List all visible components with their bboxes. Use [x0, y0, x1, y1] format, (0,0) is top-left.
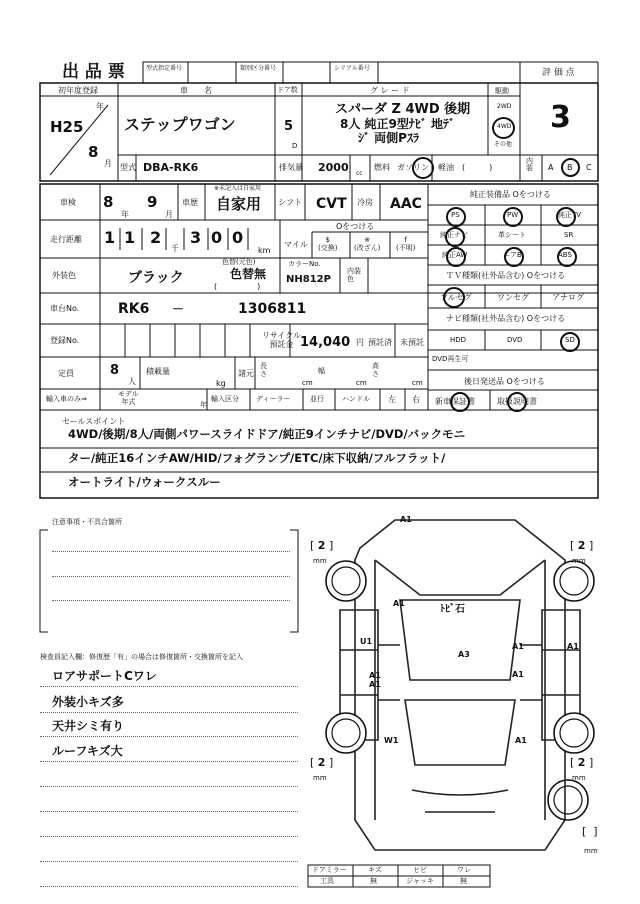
history-note: ※未記入は自家用: [214, 185, 262, 192]
ac-label: 冷房: [357, 198, 373, 207]
year-unit: 年: [96, 102, 104, 111]
history-label: 車歴: [182, 198, 198, 207]
fuel-label: 燃料: [374, 163, 390, 172]
note-line: [40, 712, 298, 713]
interior-label: 内装: [526, 157, 533, 172]
recycle-paid: 預託済: [368, 338, 392, 347]
equip-leather: 革シート: [498, 231, 526, 239]
grade-line-1: スパーダ Z 4WD 後期: [335, 102, 471, 117]
sales-points-line-3: オートライト/ウォークスルー: [68, 475, 221, 489]
first-reg-month: 8: [88, 143, 99, 161]
mileage-digit-4: 3: [190, 228, 202, 247]
drive-2wd: 2WD: [497, 103, 512, 110]
chassis-number: 1306811: [238, 301, 307, 317]
mileage-circle-note: Oをつける: [336, 222, 375, 231]
shift-value: CVT: [316, 196, 347, 212]
damage-front-bumper: A1: [400, 515, 412, 524]
equip-pw: PW: [507, 211, 519, 219]
shaken-label: 車検: [60, 198, 76, 207]
grade-label: グ レ ー ド: [370, 86, 410, 95]
damage-hood-left: A1: [393, 599, 405, 608]
inspector-note-4: ルーフキズ大: [52, 744, 123, 758]
note-line: [40, 686, 298, 687]
displacement: 2000: [318, 161, 349, 174]
load-label: 積載量: [146, 367, 170, 376]
car-name: ステップワゴン: [124, 115, 236, 134]
caution-label: 注意事項・不具合箇所: [52, 518, 122, 526]
later-warranty-circle: [450, 392, 470, 412]
width-unit: cm: [356, 379, 367, 387]
import-dealer: ディーラー: [256, 395, 291, 403]
length-label: 長 さ: [260, 362, 267, 378]
first-reg-year: H25: [50, 118, 84, 136]
damage-left-door-2: A1: [369, 680, 381, 689]
door-count: 5: [284, 119, 294, 134]
mileage-digit-6: 0: [232, 228, 244, 247]
mileage-digit-boxes: [100, 226, 280, 252]
tv-title: ＴＶ種類(社外品含む) Oをつける: [446, 271, 566, 280]
tire-rl-unit: mm: [313, 774, 327, 782]
repaint-value: 色替無: [230, 267, 267, 281]
history-value: 自家用: [216, 195, 262, 213]
first-reg-label: 初年度登録: [58, 86, 98, 95]
damage-roof: A3: [458, 650, 470, 659]
fuel-gasoline: ガソリン: [397, 163, 429, 172]
class-label: 類別区分番号: [240, 65, 277, 72]
capacity-label: 定員: [58, 369, 74, 378]
dims-label: 諸元: [238, 369, 254, 378]
form-title: 出 品 票: [62, 62, 125, 82]
damage-left-door-1: A1: [369, 671, 381, 680]
fuel-gasoline-circle: [412, 157, 434, 179]
equip-ps-circle: [446, 207, 466, 227]
tv-fullseg: フルセグ: [440, 293, 472, 302]
equip-abs: ABS: [558, 251, 572, 259]
equip-ps: PS: [451, 211, 460, 219]
displacement-label: 排気量: [279, 163, 303, 172]
inspector-note-3: 天井シミ有り: [52, 719, 125, 733]
interior-color-label: 内装 色: [347, 267, 361, 284]
fuel-light-oil: 軽油: [438, 163, 454, 172]
handle-left: 左: [388, 395, 396, 404]
sales-points-line-1: 4WD/後期/8人/両側パワースライドドア/純正9インチナビ/DVD/バックモニ: [68, 427, 466, 441]
note-line: [40, 886, 298, 887]
navi-hdd: HDD: [450, 336, 467, 344]
tire-fl-unit: mm: [313, 557, 327, 565]
note-line: [40, 736, 298, 737]
color-label: 外装色: [52, 271, 76, 280]
mileage-digit-2: 1: [124, 228, 136, 247]
import-parallel: 並行: [310, 395, 324, 403]
interior-c: C: [586, 163, 592, 172]
drive-label: 駆動: [495, 87, 509, 95]
note-line: [40, 836, 298, 837]
tv-fullseg-circle: [443, 287, 465, 308]
handle-label: ハンドル: [342, 395, 370, 403]
length-unit: cm: [302, 379, 313, 387]
drive-4wd-circle: [492, 117, 515, 139]
damage-windshield-chip: ﾄﾋﾞ石: [440, 604, 465, 615]
tv-oneseg: ワンセグ: [497, 293, 529, 302]
legend-jack: ジャッキ: [406, 877, 434, 885]
mileage-digit-3: 2: [150, 228, 162, 247]
ac-value: AAC: [390, 196, 422, 212]
doors-label: ドア数: [277, 86, 298, 94]
equip-aw-circle: [446, 247, 466, 267]
mileage-km: km: [258, 246, 271, 255]
tire-rr-depth: [ 2 ]: [570, 756, 594, 769]
equip-airbag: エアB: [503, 251, 522, 259]
chassis-dash: －: [172, 302, 185, 316]
mileage-unknown: f (不明): [396, 236, 416, 253]
capacity-value: 8: [110, 363, 120, 378]
note-line: [40, 861, 298, 862]
mileage-exchange: $ (交換): [318, 236, 338, 253]
model-code: DBA-RK6: [143, 161, 199, 174]
legend-h1: ドアミラー: [312, 866, 347, 874]
score-value: 3: [550, 100, 571, 135]
color-value: ブラック: [128, 270, 184, 286]
damage-left-fender: U1: [360, 637, 373, 646]
mileage-digit-1: 1: [104, 228, 116, 247]
equip-abs-circle: [557, 247, 577, 267]
tire-fr-unit: mm: [572, 557, 586, 565]
drive-4wd: 4WD: [497, 123, 512, 130]
spare-tire-unit: mm: [584, 847, 598, 855]
model-year-unit: 年: [200, 401, 207, 409]
shaken-year: 8: [103, 193, 114, 211]
load-unit: kg: [216, 379, 226, 388]
legend-tools: 工具: [320, 877, 334, 885]
equipment-title: 純正装備品 Oをつける: [470, 190, 551, 199]
caution-line: [52, 600, 290, 601]
navi-title: ナビ種類(社外品含む) Oをつける: [446, 314, 566, 323]
door-suffix: D: [292, 142, 298, 150]
import-label: 輸入車のみ⇒: [46, 395, 87, 403]
later-warranty: 新車保証書: [435, 397, 475, 406]
note-line: [40, 761, 298, 762]
drive-other: その他: [494, 141, 513, 148]
legend-h4: ワレ: [457, 866, 471, 874]
shaken-year-unit: 年: [121, 210, 129, 219]
legend-h2: キズ: [368, 866, 382, 874]
tire-rl-depth: [ 2 ]: [310, 756, 334, 769]
equip-navi-circle: [445, 227, 465, 247]
grade-line-2: 8人 純正9型ﾅﾋﾞ 地ﾃﾞ: [340, 117, 456, 131]
mile-label: マイル: [284, 240, 308, 249]
tv-analog: アナログ: [552, 293, 584, 302]
model-year-label: モデル 年式: [118, 390, 139, 406]
legend-jack-value: 無: [460, 877, 467, 885]
mileage-label: 走行距離: [50, 235, 82, 244]
shaken-month-unit: 月: [165, 210, 173, 219]
tire-fl-depth: [ 2 ]: [310, 539, 334, 552]
equip-airbag-circle: [504, 247, 524, 267]
shift-label: シフト: [278, 198, 302, 207]
equip-pw-circle: [503, 207, 523, 227]
handle-right: 右: [412, 395, 420, 404]
legend-tools-value: 無: [370, 877, 377, 885]
interior-b-circle: [561, 158, 580, 177]
navi-sd: SD: [565, 336, 575, 344]
displacement-unit: cc: [356, 170, 363, 177]
fuel-other: ( ): [462, 163, 493, 172]
inspector-note-1: ロアサポートCワレ: [52, 669, 157, 683]
tire-rr-unit: mm: [572, 774, 586, 782]
color-code: NH812P: [286, 274, 331, 285]
mileage-thousand: 千: [171, 244, 179, 253]
sales-points-label: セールスポイント: [62, 417, 126, 426]
damage-right-door: A1: [512, 670, 524, 679]
damage-right-side: A1: [567, 642, 579, 651]
interior-b: B: [567, 163, 573, 172]
caution-line: [52, 551, 290, 552]
later-manual: 取扱説明書: [497, 397, 537, 406]
spare-tire-bracket: [ ]: [582, 825, 598, 838]
damage-rear-right: A1: [515, 736, 527, 745]
equip-tv-circle: [556, 207, 576, 227]
repaint-label: 色替(元色): [222, 258, 256, 266]
score-label: 評 価 点: [542, 68, 575, 78]
repaint-paren: ( ): [214, 282, 261, 291]
dvd-playback-label: DVD再生可: [432, 355, 469, 363]
capacity-unit: 人: [128, 377, 136, 386]
month-unit: 月: [104, 159, 112, 168]
equip-tv: 純正TV: [558, 211, 582, 219]
later-manual-circle: [507, 392, 527, 412]
navi-dvd: DVD: [507, 336, 523, 344]
shaken-month: 9: [147, 193, 158, 211]
inspector-label: 検査員記入欄：修復歴「有」の場合は修復箇所・交換箇所を記入: [40, 653, 243, 661]
note-line: [40, 811, 298, 812]
sales-points-line-2: ター/純正16インチAW/HID/フォグランプ/ETC/床下収納/フルフラット/: [68, 451, 446, 465]
later-title: 後日発送品 Oをつける: [464, 377, 545, 386]
color-code-label: カラーNo.: [288, 260, 321, 268]
chassis-prefix: RK6: [118, 301, 150, 317]
damage-right-fender: A1: [512, 642, 524, 651]
note-line: [40, 786, 298, 787]
interior-a: A: [548, 163, 554, 172]
inspector-note-2: 外装小キズ多: [52, 695, 124, 709]
chassis-label: 車台No.: [50, 304, 80, 313]
mileage-tampered: ※ (改ざん): [354, 236, 381, 253]
model-cert-label: 型式指定番号: [146, 65, 183, 72]
recycle-unpaid: 未預託: [400, 338, 424, 347]
recycle-label: リサイクル 預託金: [262, 331, 301, 350]
navi-sd-circle: [560, 332, 580, 352]
grade-line-3: ｼﾞ 両側Pｽﾗ: [358, 131, 419, 145]
serial-label: シリアル番号: [334, 65, 370, 72]
width-label: 幅: [318, 367, 325, 375]
reg-label: 登録No.: [50, 336, 80, 345]
import-class-label: 輸入区分: [211, 395, 239, 403]
tire-fr-depth: [ 2 ]: [570, 539, 594, 552]
caution-line: [52, 576, 290, 577]
damage-rear-left: W1: [384, 736, 399, 745]
height-label: 高 さ: [372, 362, 379, 378]
equip-aw: 純正AW: [442, 251, 468, 259]
equip-sr: SR: [564, 231, 574, 239]
recycle-unit: 円: [356, 338, 364, 347]
model-label: 型式: [120, 163, 136, 172]
mileage-digit-5: 0: [211, 228, 223, 247]
legend-h3: ヒビ: [413, 866, 427, 874]
car-name-label: 車 名: [180, 86, 212, 95]
equip-navi: 純正ナビ: [440, 231, 468, 239]
height-unit: cm: [412, 379, 423, 387]
recycle-fee: 14,040: [300, 335, 351, 350]
